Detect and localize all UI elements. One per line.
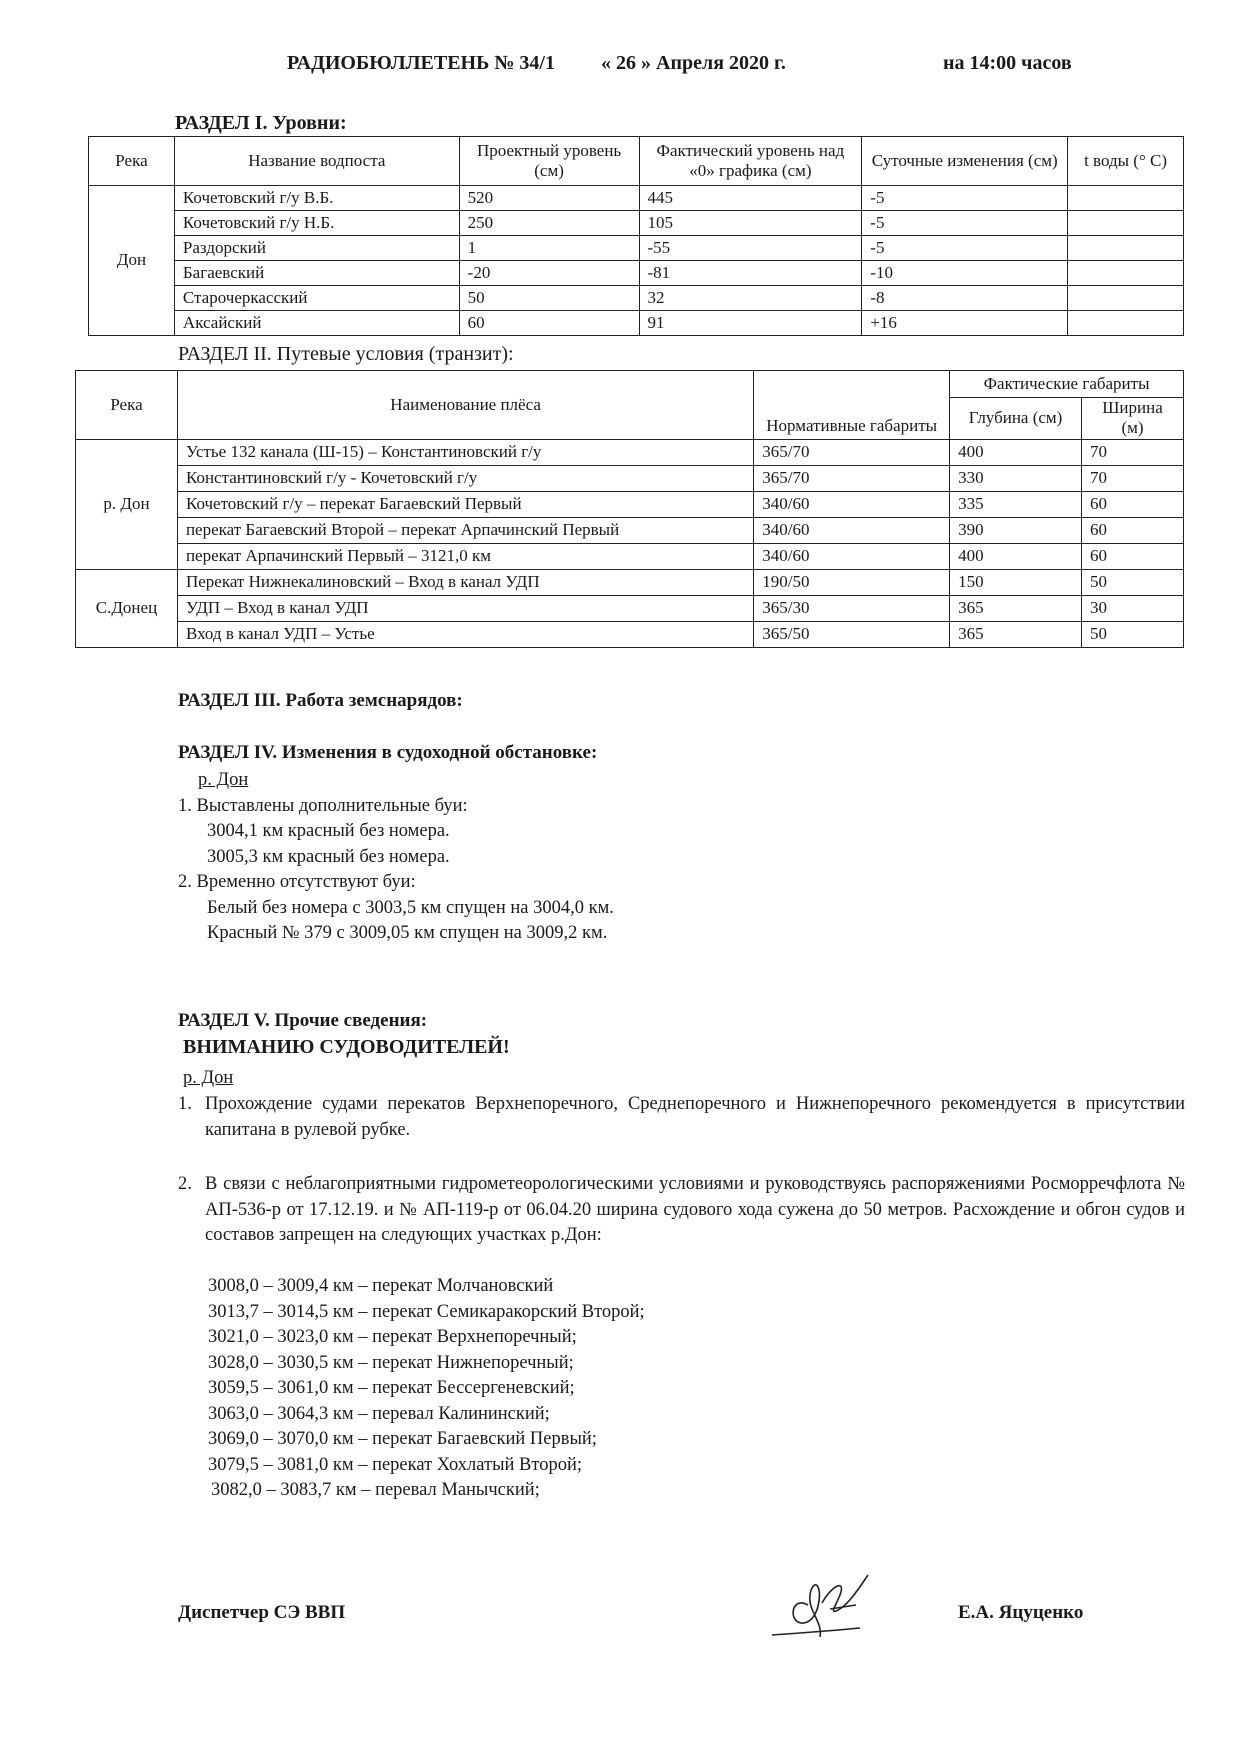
levels-actual: -81 bbox=[639, 261, 862, 286]
levels-temp bbox=[1068, 186, 1184, 211]
levels-design: 1 bbox=[459, 236, 639, 261]
levels-temp bbox=[1068, 236, 1184, 261]
transit-header-stretch: Наименование плёса bbox=[177, 371, 753, 440]
table-row bbox=[76, 491, 1184, 517]
transit-stretch: перекат Арпачинский Первый – 3121,0 км bbox=[177, 543, 753, 569]
levels-change: -8 bbox=[862, 286, 1068, 311]
transit-depth: 390 bbox=[950, 517, 1082, 543]
section4-river: р. Дон bbox=[198, 770, 249, 790]
transit-header-normative: Нормативные габариты bbox=[754, 371, 950, 440]
table-row bbox=[76, 595, 1184, 621]
levels-change: -5 bbox=[862, 186, 1068, 211]
transit-width: 50 bbox=[1082, 621, 1184, 647]
levels-post: Аксайский bbox=[174, 311, 459, 336]
transit-header-width: Ширина (м) bbox=[1082, 398, 1184, 440]
transit-stretch: Константиновский г/у - Кочетовский г/у bbox=[177, 465, 753, 491]
table-row bbox=[89, 186, 1184, 211]
transit-stretch: Устье 132 канала (Ш-15) – Константиновский г/у bbox=[177, 439, 753, 465]
table-row bbox=[76, 465, 1184, 491]
bulletin-time: на 14:00 часов bbox=[943, 52, 1072, 74]
transit-depth: 365 bbox=[950, 595, 1082, 621]
transit-header-actual-group: Фактические габариты bbox=[950, 371, 1184, 398]
transit-norm: 340/60 bbox=[754, 543, 950, 569]
table-row bbox=[76, 439, 1184, 465]
bulletin-title: РАДИОБЮЛЛЕТЕНЬ № 34/1 bbox=[287, 52, 555, 74]
transit-river-cell: С.Донец bbox=[76, 569, 178, 647]
levels-change: -5 bbox=[862, 236, 1068, 261]
transit-width: 30 bbox=[1082, 595, 1184, 621]
attention-heading: ВНИМАНИЮ СУДОВОДИТЕЛЕЙ! bbox=[183, 1036, 510, 1058]
transit-depth: 330 bbox=[950, 465, 1082, 491]
transit-width: 50 bbox=[1082, 569, 1184, 595]
transit-depth: 365 bbox=[950, 621, 1082, 647]
transit-depth: 335 bbox=[950, 491, 1082, 517]
levels-design: 250 bbox=[459, 211, 639, 236]
transit-stretch: Перекат Нижнекалиновский – Вход в канал УДП bbox=[177, 569, 753, 595]
list-item: 3069,0 – 3070,0 км – перекат Багаевский Первый; bbox=[208, 1429, 597, 1449]
levels-header-change: Суточные изменения (см) bbox=[862, 137, 1068, 186]
levels-design: 60 bbox=[459, 311, 639, 336]
list-item: Красный № 379 с 3009,05 км спущен на 3009,2 км. bbox=[207, 923, 608, 943]
section4-item1: 1. Выставлены дополнительные буи: bbox=[178, 795, 468, 816]
levels-table bbox=[88, 136, 1184, 336]
levels-header-actual: Фактический уровень над «0» графика (см) bbox=[639, 137, 862, 186]
transit-header-river: Река bbox=[76, 371, 178, 440]
list-item: 3005,3 км красный без номера. bbox=[207, 846, 450, 867]
transit-depth: 150 bbox=[950, 569, 1082, 595]
table-row bbox=[76, 543, 1184, 569]
list-item: 3021,0 – 3023,0 км – перекат Верхнепоречный; bbox=[208, 1327, 577, 1347]
levels-post: Багаевский bbox=[174, 261, 459, 286]
transit-norm: 340/60 bbox=[754, 491, 950, 517]
levels-actual: 91 bbox=[639, 311, 862, 336]
section5-p2: В связи с неблагоприятными гидрометеорологическими условиями и руководствуясь распоряжениями Росморречфлота № АП-536-р от 17.12.19. и № АП-119-р от 06.04.20 ширина судового хода сужена до 50 метров. Расхождение и обгон судов и составов запрещен на следующих участках р.Дон: bbox=[205, 1174, 1185, 1245]
restricted-segments-list bbox=[208, 1274, 645, 1504]
section2-title: РАЗДЕЛ II. Путевые условия (транзит): bbox=[178, 343, 514, 365]
table-row bbox=[89, 236, 1184, 261]
levels-design: 520 bbox=[459, 186, 639, 211]
list-item: 3082,0 – 3083,7 км – перевал Манычский; bbox=[211, 1480, 540, 1500]
transit-depth: 400 bbox=[950, 439, 1082, 465]
levels-header-design: Проектный уровень (см) bbox=[459, 137, 639, 186]
transit-width: 70 bbox=[1082, 439, 1184, 465]
list-item: 3008,0 – 3009,4 км – перекат Молчановский bbox=[208, 1276, 554, 1296]
transit-norm: 365/70 bbox=[754, 465, 950, 491]
levels-header-row bbox=[89, 137, 1184, 186]
list-item: 3028,0 – 3030,5 км – перекат Нижнепоречный; bbox=[208, 1352, 574, 1373]
levels-post: Раздорский bbox=[174, 236, 459, 261]
dispatcher-name: Е.А. Яцуценко bbox=[958, 1602, 1084, 1623]
list-item: Белый без номера с 3003,5 км спущен на 3004,0 км. bbox=[207, 897, 614, 918]
levels-change: +16 bbox=[862, 311, 1068, 336]
section5-p1-num: 1. bbox=[178, 1094, 192, 1114]
section4-title: РАЗДЕЛ IV. Изменения в судоходной обстановке: bbox=[178, 742, 598, 763]
table-row bbox=[89, 261, 1184, 286]
transit-width: 70 bbox=[1082, 465, 1184, 491]
list-item: 3079,5 – 3081,0 км – перекат Хохлатый Второй; bbox=[208, 1454, 583, 1475]
transit-depth: 400 bbox=[950, 543, 1082, 569]
levels-header-river: Река bbox=[89, 137, 175, 186]
levels-header-post: Название водпоста bbox=[174, 137, 459, 186]
transit-header-depth: Глубина (см) bbox=[950, 398, 1082, 440]
levels-design: -20 bbox=[459, 261, 639, 286]
section1-title: РАЗДЕЛ I. Уровни: bbox=[175, 112, 347, 134]
section4-body bbox=[178, 768, 614, 947]
section4-item2: 2. Временно отсутствуют буи: bbox=[178, 872, 416, 892]
table-row bbox=[76, 517, 1184, 543]
section3-title: РАЗДЕЛ III. Работа земснарядов: bbox=[178, 690, 463, 711]
levels-temp bbox=[1068, 311, 1184, 336]
levels-temp bbox=[1068, 211, 1184, 236]
transit-norm: 365/50 bbox=[754, 621, 950, 647]
levels-post: Кочетовский г/у Н.Б. bbox=[174, 211, 459, 236]
table-row bbox=[76, 621, 1184, 647]
section5-river: р. Дон bbox=[183, 1068, 234, 1088]
transit-norm: 190/50 bbox=[754, 569, 950, 595]
dispatcher-role: Диспетчер СЭ ВВП bbox=[178, 1602, 346, 1623]
levels-post: Старочеркасский bbox=[174, 286, 459, 311]
table-row bbox=[76, 569, 1184, 595]
table-row bbox=[89, 211, 1184, 236]
section5-p2-num: 2. bbox=[178, 1174, 192, 1194]
levels-header-temp: t воды (° C) bbox=[1068, 137, 1184, 186]
transit-stretch: Кочетовский г/у – перекат Багаевский Первый bbox=[177, 491, 753, 517]
list-item: 3063,0 – 3064,3 км – перевал Калининский; bbox=[208, 1403, 550, 1424]
levels-change: -5 bbox=[862, 211, 1068, 236]
levels-river-cell: Дон bbox=[89, 186, 175, 336]
levels-temp bbox=[1068, 261, 1184, 286]
transit-norm: 365/70 bbox=[754, 439, 950, 465]
levels-post: Кочетовский г/у В.Б. bbox=[174, 186, 459, 211]
transit-norm: 340/60 bbox=[754, 517, 950, 543]
transit-river-cell: р. Дон bbox=[76, 439, 178, 569]
transit-norm: 365/30 bbox=[754, 595, 950, 621]
transit-width: 60 bbox=[1082, 543, 1184, 569]
bulletin-date: « 26 » Апреля 2020 г. bbox=[601, 52, 786, 74]
list-item: 3013,7 – 3014,5 км – перекат Семикаракорский Второй; bbox=[208, 1301, 645, 1322]
list-item: 3004,1 км красный без номера. bbox=[207, 821, 450, 841]
transit-stretch: УДП – Вход в канал УДП bbox=[177, 595, 753, 621]
list-item: 3059,5 – 3061,0 км – перекат Бессергеневский; bbox=[208, 1378, 575, 1398]
levels-design: 50 bbox=[459, 286, 639, 311]
transit-stretch: перекат Багаевский Второй – перекат Арпачинский Первый bbox=[177, 517, 753, 543]
levels-temp bbox=[1068, 286, 1184, 311]
transit-width: 60 bbox=[1082, 517, 1184, 543]
levels-actual: 105 bbox=[639, 211, 862, 236]
transit-table bbox=[75, 370, 1184, 648]
signature-icon bbox=[760, 1565, 890, 1645]
levels-actual: 445 bbox=[639, 186, 862, 211]
levels-actual: -55 bbox=[639, 236, 862, 261]
levels-change: -10 bbox=[862, 261, 1068, 286]
transit-stretch: Вход в канал УДП – Устье bbox=[177, 621, 753, 647]
transit-width: 60 bbox=[1082, 491, 1184, 517]
levels-actual: 32 bbox=[639, 286, 862, 311]
table-row bbox=[89, 286, 1184, 311]
table-row bbox=[89, 311, 1184, 336]
transit-header-row bbox=[76, 371, 1184, 398]
section5-title: РАЗДЕЛ V. Прочие сведения: bbox=[178, 1010, 428, 1031]
section5-p1: Прохождение судами перекатов Верхнепоречного, Среднепоречного и Нижнепоречного рекомендуется в присутствии капитана в рулевой рубке. bbox=[205, 1094, 1185, 1140]
